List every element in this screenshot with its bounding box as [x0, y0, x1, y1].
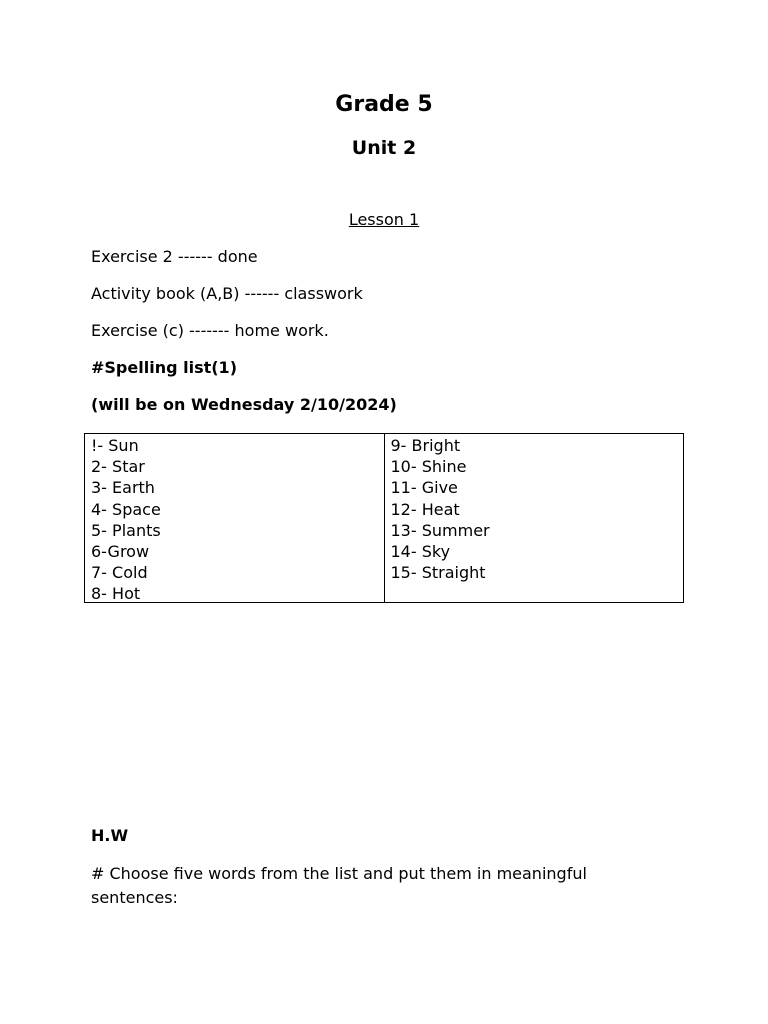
spelling-word: 8- Hot [91, 584, 141, 604]
homework-heading: H.W [91, 826, 129, 845]
spelling-word: !- Sun [91, 436, 139, 455]
spelling-word: 15- Straight [390, 563, 486, 583]
spelling-date: (will be on Wednesday 2/10/2024) [91, 395, 397, 414]
spelling-word: 12- Heat [390, 499, 460, 519]
spelling-word: 3- Earth [91, 478, 155, 498]
spelling-word: 4- Space [91, 499, 161, 519]
spelling-column-right [384, 434, 684, 602]
spelling-word: 5- Plants [91, 520, 161, 540]
homework-instructions: # Choose five words from the list and put them in meaningful sentences: [91, 864, 587, 907]
spelling-word: 11- Give [390, 478, 458, 498]
spelling-table [84, 433, 684, 603]
line-exercise-c: Exercise (c) ------- home work. [91, 321, 329, 340]
line-exercise-2: Exercise 2 ------ done [91, 247, 258, 266]
spelling-word: 6-Grow [91, 542, 150, 562]
spelling-word: 7- Cold [91, 563, 148, 583]
spelling-column-left [85, 434, 384, 602]
document-title: Grade 5 [335, 92, 433, 117]
spelling-word: 14- Sky [390, 542, 451, 562]
document-subtitle: Unit 2 [351, 137, 417, 159]
spelling-word: 2- Star [91, 457, 145, 477]
lesson-heading: Lesson 1 [348, 210, 420, 229]
spelling-word: 13- Summer [390, 520, 490, 540]
line-activity-book: Activity book (A,B) ------ classwork [91, 284, 363, 303]
spelling-word: 10- Shine [390, 457, 467, 477]
spelling-word: 9- Bright [390, 436, 461, 455]
spelling-heading: #Spelling list(1) [91, 358, 237, 377]
